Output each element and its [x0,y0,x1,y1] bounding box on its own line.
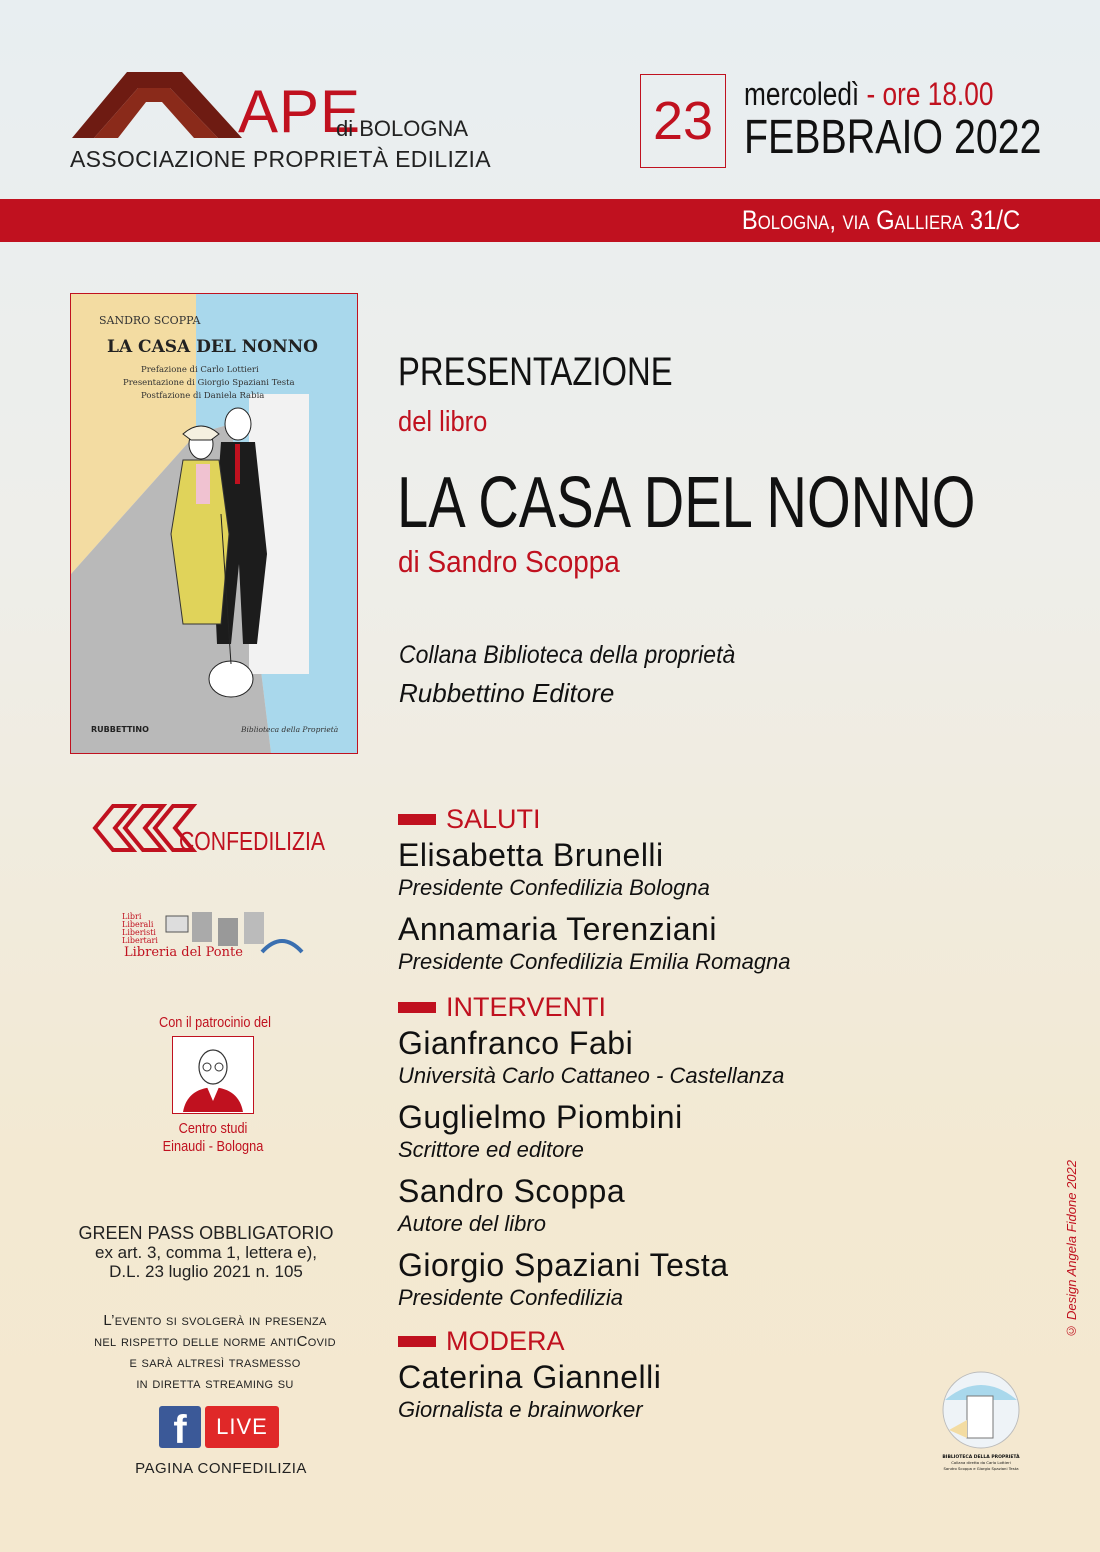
svg-text:Liberali: Liberali [122,920,154,929]
speaker-name: Giorgio Spaziani Testa [398,1247,729,1283]
book-cover [70,293,358,754]
presentation-subheading: del libro [398,406,488,438]
interventi-heading: INTERVENTI [398,990,918,1024]
badge-line-2: Collana diretta da Carlo Lottieri [951,1460,1011,1465]
speaker-name: Guglielmo Piombini [398,1099,683,1135]
presentation-heading: PRESENTAZIONE [398,350,673,394]
speaker-role: Presidente Confedilizia Emilia Romagna [398,949,791,974]
moderator-name: Caterina Giannelli [398,1359,662,1395]
date-day: 23 [652,91,714,151]
live-badge[interactable]: LIVE [205,1406,279,1448]
logo-association: ASSOCIAZIONE PROPRIETÀ EDILIZIA [70,146,491,172]
section-bar [398,814,436,825]
libreria-name: Libreria del Ponte [124,945,243,960]
green-pass-title: GREEN PASS OBBLIGATORIO [78,1223,334,1243]
cover-series: Biblioteca della Proprietà [241,725,339,734]
program [398,798,918,1432]
moderator-role: Giornalista e brainworker [398,1397,643,1422]
pagina-confedilizia: PAGINA CONFEDILIZIA [135,1460,307,1477]
book-collana: Collana Biblioteca della proprietà [399,641,736,669]
centro-studi: Centro studi Einaudi - Bologna [162,1120,264,1155]
svg-text:Libertari: Libertari [122,936,158,945]
date-weekday-time [744,76,993,113]
einaudi-portrait [172,1036,254,1114]
book-author: di Sandro Scoppa [398,544,620,579]
patrocinio-label: Con il patrocinio del [159,1014,271,1031]
cover-credit-2: Presentazione di Giorgio Spaziani Testa [123,378,295,388]
libreria-del-ponte-logo [122,910,302,960]
date-separator: - [866,76,876,112]
speaker-role: Scrittore ed editore [398,1137,584,1162]
speaker-role: Presidente Confedilizia [398,1285,624,1310]
logo-city: di BOLOGNA [336,116,469,141]
speaker-name: Elisabetta Brunelli [398,837,664,873]
cover-credit-3: Postfazione di Daniela Rabia [141,391,265,401]
book-editore: Rubbettino Editore [399,678,615,708]
modera-heading: MODERA [398,1324,918,1358]
legal-line-2: D.L. 23 luglio 2021 n. 105 [109,1262,303,1281]
confedilizia-text: CONFEDILIZIA [179,826,326,856]
logo-ape-text: APE [238,78,362,145]
confedilizia-logo [95,798,330,858]
speaker-role: Autore del libro [398,1211,546,1236]
event-time: ore 18.00 [882,76,994,112]
speaker-name: Annamaria Terenziani [398,911,717,947]
facebook-icon[interactable]: f [159,1406,201,1448]
cover-author: SANDRO SCOPPA [99,314,201,327]
svg-text:Liberisti: Liberisti [122,928,156,937]
cover-publisher: RUBBETTINO [91,725,149,734]
address-text: Bologna, via Galliera 31/C [741,205,1020,235]
book-title: LA CASA DEL NONNO [397,463,976,543]
date-month-year: FEBBRAIO 2022 [744,111,1042,164]
weekday: mercoledì [744,76,860,112]
svg-text:Libri: Libri [122,912,142,921]
evento-notice: L’evento si svolgerà in presenza nel rispetto delle norme antiCovid e sarà altresì trasmesso in diretta streaming su [94,1312,336,1392]
speaker-name: Sandro Scoppa [398,1173,626,1209]
badge-line-1: BIBLIOTECA DELLA PROPRIETÀ [942,1455,1020,1460]
date-day-box [640,74,726,168]
biblioteca-badge [935,1370,1027,1480]
saluti-heading: SALUTI [398,802,918,836]
speaker-role: Università Carlo Cattaneo - Castellanza [398,1063,785,1088]
section-bar [398,1002,436,1013]
speaker-name: Gianfranco Fabi [398,1025,634,1061]
badge-line-3: Sandro Scoppa e Giorgio Spaziani Testa [943,1466,1019,1471]
cover-title: LA CASA DEL NONNO [107,337,318,357]
green-pass-notice [0,1224,412,1281]
speaker-role: Presidente Confedilizia Bologna [398,875,710,900]
cover-credit-1: Prefazione di Carlo Lottieri [141,365,259,375]
design-credit: © Design Angela Fidone 2022 [1064,1160,1079,1339]
legal-line-1: ex art. 3, comma 1, lettera e), [94,1243,318,1262]
